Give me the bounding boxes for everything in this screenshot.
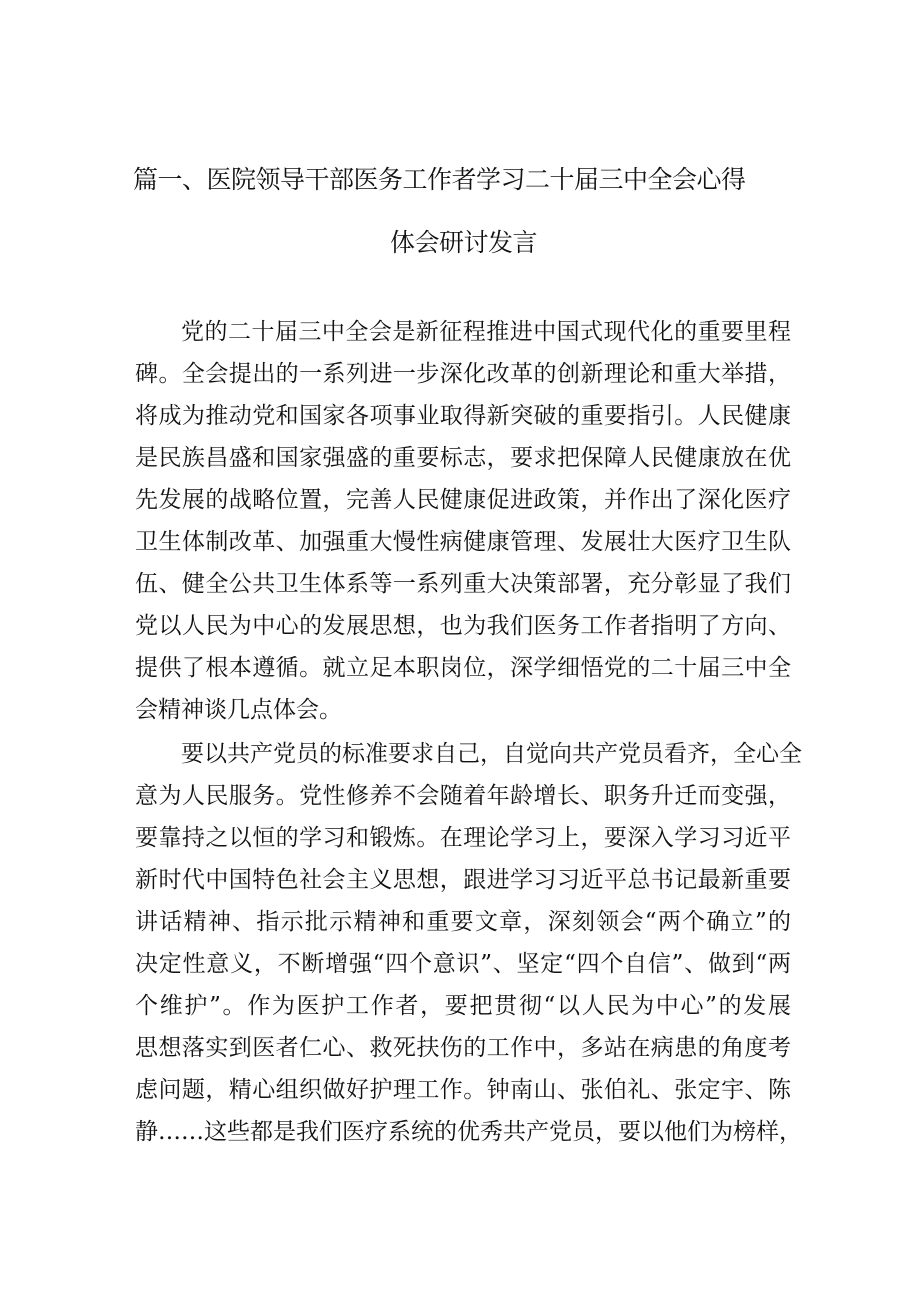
paragraph-line: 提供了根本遵循。就立足本职岗位，深学细悟党的二十届三中全: [135, 655, 791, 681]
paragraph-line: 决定性意义，不断增强“四个意识”、坚定“四个自信”、做到“两: [135, 951, 791, 977]
paragraph-line: 先发展的战略位置，完善人民健康促进政策，并作出了深化医疗: [135, 487, 791, 513]
paragraph-line: 新时代中国特色社会主义思想，跟进学习习近平总书记最新重要: [135, 867, 791, 893]
paragraph-line: 讲话精神、指示批示精神和重要文章，深刻领会“两个确立”的: [135, 909, 791, 935]
document-body: [135, 311, 802, 1153]
paragraph-line: 要靠持之以恒的学习和锻炼。在理论学习上，要深入学习习近平: [135, 825, 791, 851]
paragraph-line: 静……这些都是我们医疗系统的优秀共产党员，要以他们为榜样，: [135, 1119, 802, 1145]
paragraph-line: 党以人民为中心的发展思想，也为我们医务工作者指明了方向、: [135, 613, 791, 639]
paragraph-line: 个维护”。作为医护工作者，要把贯彻“以人民为中心”的发展: [135, 993, 791, 1019]
paragraph-line: 要以共产党员的标准要求自己，自觉向共产党员看齐，全心全: [181, 741, 802, 767]
paragraph-line: 党的二十届三中全会是新征程推进中国式现代化的重要里程: [181, 319, 791, 345]
document-title-line-1: 篇一、医院领导干部医务工作者学习二十届三中全会心得: [133, 165, 746, 194]
paragraph-line: 将成为推动党和国家各项事业取得新突破的重要指引。人民健康: [135, 403, 791, 429]
paragraph-line: 伍、健全公共卫生体系等一系列重大决策部署，充分彰显了我们: [135, 571, 791, 597]
paragraph-1: [135, 311, 791, 731]
paragraph-line: 虑问题，精心组织做好护理工作。钟南山、张伯礼、张定宇、陈: [135, 1077, 791, 1103]
paragraph-line: 是民族昌盛和国家强盛的重要标志，要求把保障人民健康放在优: [135, 445, 791, 471]
paragraph-2: [135, 733, 802, 1153]
paragraph-line: 碑。全会提出的一系列进一步深化改革的创新理论和重大举措，: [135, 361, 791, 387]
paragraph-line: 卫生体制改革、加强重大慢性病健康管理、发展壮大医疗卫生队: [135, 529, 791, 555]
document-title-line-2: 体会研讨发言: [390, 228, 538, 257]
paragraph-line: 意为人民服务。党性修养不会随着年龄增长、职务升迁而变强，: [135, 783, 791, 809]
paragraph-line: 思想落实到医者仁心、救死扶伤的工作中，多站在病患的角度考: [135, 1035, 791, 1061]
paragraph-line: 会精神谈几点体会。: [135, 697, 342, 723]
